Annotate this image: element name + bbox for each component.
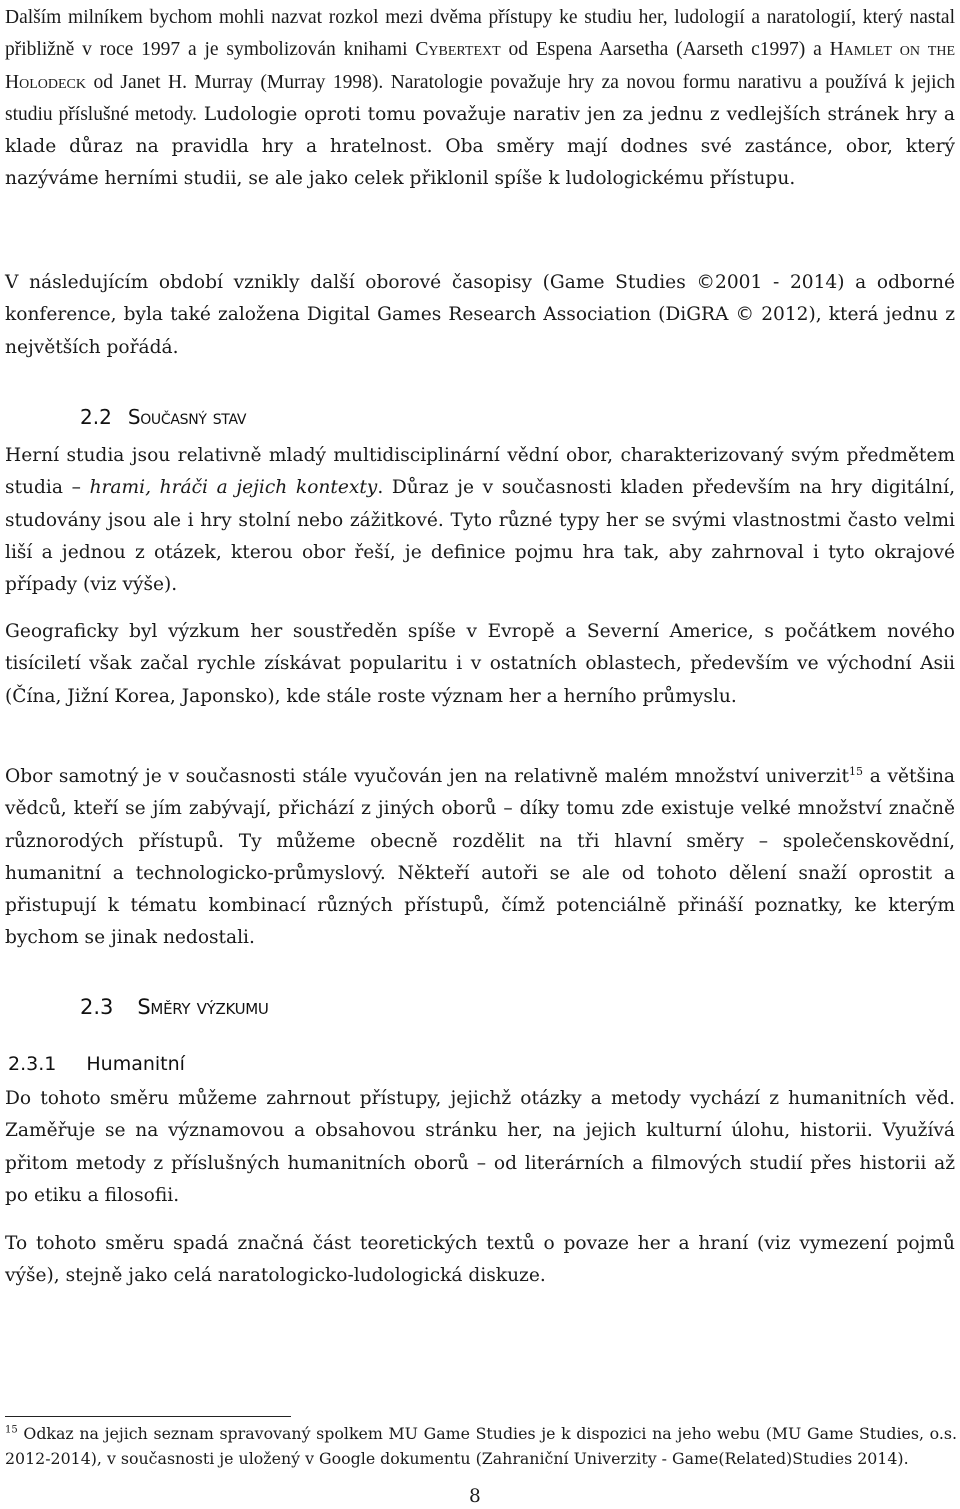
footnote-reference[interactable]: 15 — [848, 764, 863, 778]
intro-text: od Espena Aarsetha (Aarseth c1997) a — [500, 39, 830, 61]
section-2-2-paragraph-3 — [5, 761, 955, 955]
section-2-2-paragraph-2: Geograficky byl výzkum her soustředěn spíše v Evropě a Severní Americe, s počátkem nového tisíciletí však začal rychle získávat popularitu i v ostatních oblastech, především ve východní Asii (Čína, Jižní Korea, Japonsko), kde stále roste význam her a herního průmyslu. — [5, 621, 955, 707]
body-text: Herní studia jsou relativně mladý multidisciplinární vědní obor, charakterizovaný svým předmětem studia – — [5, 445, 955, 499]
section-2-2-paragraph-1 — [5, 440, 955, 601]
body-text: a většina vědců, kteří se jím zabývají, přichází z jiných oborů – díky tomu zde existuje velké množství značně různorodých přístupů. Ty můžeme obecně rozdělit na tři hlavní směry – společenskovědní, humanitní a technologicko-průmyslový. Někteří autoři se ale od tohoto dělení snaží oprostit a přistupují k tématu kombinací různých přístupů, čímž potenciálně přináší poznatky, ke kterým bychom se jinak nedostali. — [5, 766, 956, 949]
intro-text: 2001 - 2014) a odborné konference, byla také založena Digital Games Research Association (DiGRA — [5, 272, 955, 326]
footnote-mark: 15 — [5, 1424, 18, 1436]
section-heading-2-3-1 — [8, 1053, 185, 1075]
italic-text: hrami, hráči a jejich kontexty — [89, 477, 378, 499]
section-2-3-1-paragraph-2: To tohoto směru spadá značná část teoretických textů o povaze her a hraní (viz vymezení pojmů výše), stejně jako celá naratologicko-ludologická diskuze. — [5, 1233, 955, 1287]
intro-text: Ludologie oproti tomu považuje narativ jen za jednu z vedlejších stránek hry a klade důraz na pravidla hry a hratelnost. Oba směry mají dodnes své zastánce, obor, který nazýváme herními studii, se ale jako celek přiklonil spíše k ludologickému přístupu. — [5, 103, 955, 190]
section-2-3-1-paragraph-1: Do tohoto směru můžeme zahrnout přístupy, jejichž otázky a metody vychází z humanitních věd. Zaměřuje se na významovou a obsahovou stránku her, na jejich kulturní úlohu, historii. Využívá přitom metody z příslušných humanitních oborů – od literárních a filmových studií přes historii až po etiku a filosofii. — [5, 1088, 955, 1206]
section-title: Současný stav — [127, 405, 247, 429]
copyright-icon: © — [735, 304, 755, 326]
intro-text: Dalším milníkem bychom mohli nazvat rozkol mezi dvěma přístupy ke studiu her, ludologií a naratologií, který nastal přibližně v roce 1997 a je symbolizován knihami — [5, 7, 955, 61]
intro-paragraph-2 — [5, 267, 955, 364]
page-number: 8 — [469, 1486, 481, 1507]
section-number: 2.3 — [80, 995, 114, 1019]
section-title: Humanitní — [86, 1053, 185, 1075]
intro-text: od Janet H. Murray (Murray 1998). Naratologie považuje hry za novou formu narativu a používá k jejich studiu příslušné metody. — [5, 71, 955, 125]
footnote — [5, 1422, 957, 1471]
intro-paragraph-1 — [5, 2, 955, 196]
section-number: 2.3.1 — [8, 1053, 57, 1075]
section-heading-2-3 — [80, 995, 269, 1019]
book-title-cybertext: Cybertext — [415, 39, 501, 61]
intro-text: V následujícím období vznikly další oborové časopisy (Game Studies — [5, 272, 697, 293]
footnote-text: Odkaz na jejich seznam spravovaný spolkem MU Game Studies je k dispozici na jeho webu (MU Game Studies, o.s. 2012-2014), v současnosti je uložený v Google dokumentu (Zahraniční Univerzity - Game(Related)Studies 2014). — [5, 1424, 957, 1468]
body-text: Obor samotný je v současnosti stále vyučován jen na relativně malém množství univerzit — [5, 766, 849, 787]
book-title-hamlet: Hamlet on the Holodeck — [5, 39, 955, 93]
section-title: Směry výzkumu — [137, 995, 269, 1019]
section-number: 2.2 — [80, 405, 112, 429]
section-heading-2-2 — [80, 405, 246, 429]
body-text: . Důraz je v současnosti kladen především na hry digitální, studovány jsou ale i hry stolní nebo zážitkové. Tyto různé typy her se svými vlastnostmi často velmi liší a jednou z otázek, kterou obor řeší, je definice pojmu hra tak, aby zahrnoval i tyto okrajové případy (viz výše). — [5, 477, 956, 596]
copyright-icon: © — [696, 272, 715, 293]
intro-text: 2012), která jednu z největších pořádá. — [5, 304, 955, 358]
footnote-divider — [5, 1416, 291, 1417]
